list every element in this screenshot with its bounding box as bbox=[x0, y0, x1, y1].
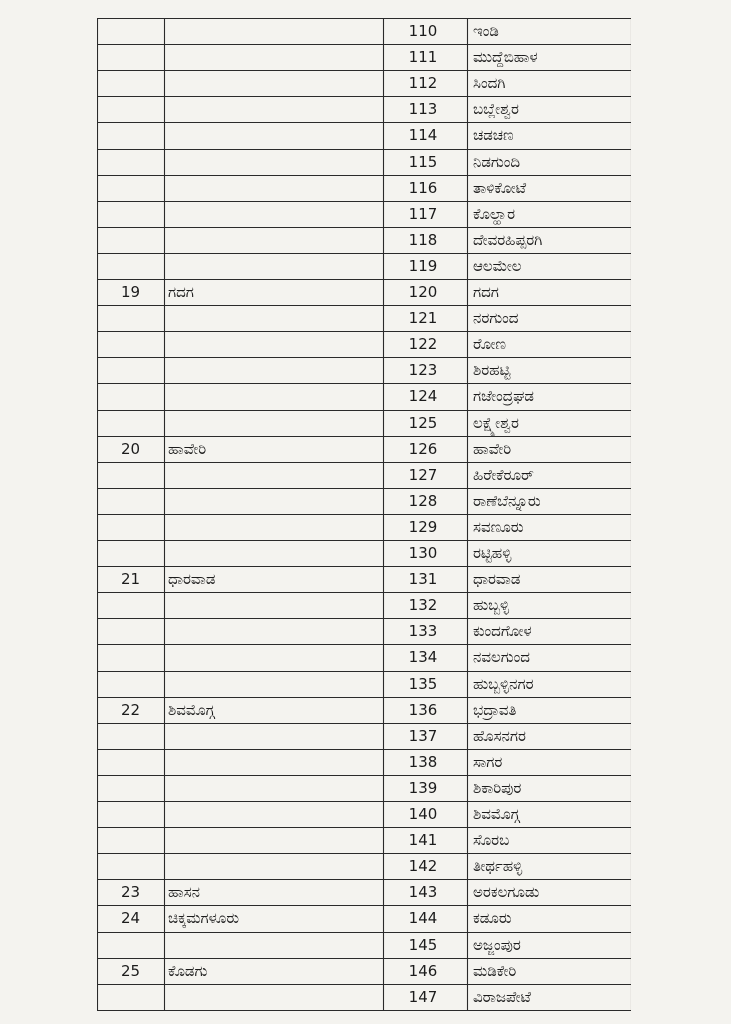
table-row bbox=[97, 410, 631, 436]
table-row bbox=[97, 96, 631, 122]
district-name-cell bbox=[168, 96, 378, 122]
taluk-name-cell: ರಟ್ಟಿಹಳ್ಳಿ bbox=[473, 544, 512, 562]
table-row bbox=[97, 644, 631, 670]
taluk-number-cell: 140 bbox=[408, 805, 438, 823]
taluk-name-cell: ದೇವರಹಿಪ್ಪರಗಿ bbox=[473, 230, 543, 249]
district-name-cell: ಹಾವೇರಿ bbox=[168, 439, 207, 458]
district-name-cell bbox=[168, 18, 378, 44]
taluk-number-cell: 143 bbox=[408, 883, 438, 902]
table-row bbox=[97, 331, 631, 357]
district-serial-cell bbox=[97, 827, 164, 853]
table-row bbox=[97, 305, 631, 331]
district-serial-cell bbox=[97, 775, 164, 801]
table-row bbox=[97, 201, 631, 227]
district-serial-cell bbox=[97, 592, 164, 618]
taluk-name-cell: ಲಕ್ಷ್ಮೇಶ್ವರ bbox=[473, 413, 519, 432]
taluk-number-cell: 135 bbox=[408, 674, 438, 693]
district-name-cell bbox=[168, 514, 378, 540]
taluk-number-cell: 127 bbox=[408, 465, 438, 484]
table-row bbox=[97, 697, 631, 723]
taluk-number-cell: 129 bbox=[408, 517, 438, 536]
district-serial-cell bbox=[97, 723, 164, 749]
taluk-name-cell: ಚಡಚಣ bbox=[473, 126, 514, 145]
district-name-cell bbox=[168, 410, 378, 436]
district-serial-cell bbox=[97, 540, 164, 566]
district-name-cell bbox=[168, 175, 378, 201]
taluk-name-cell: ಹೊಸನಗರ bbox=[473, 726, 526, 745]
taluk-number-cell: 120 bbox=[408, 283, 438, 301]
district-serial-cell bbox=[97, 331, 164, 357]
table-row bbox=[97, 566, 631, 592]
table-row bbox=[97, 879, 631, 905]
taluk-number-cell: 128 bbox=[408, 491, 438, 510]
district-name-cell bbox=[168, 723, 378, 749]
district-serial-cell bbox=[97, 488, 164, 514]
table-row bbox=[97, 671, 631, 697]
taluk-name-cell: ನರಗುಂದ bbox=[473, 309, 519, 328]
district-serial-cell bbox=[97, 801, 164, 827]
table-row bbox=[97, 775, 631, 801]
taluk-number-cell: 124 bbox=[408, 387, 438, 406]
table-row bbox=[97, 253, 631, 279]
district-name-cell bbox=[168, 201, 378, 227]
taluk-name-cell: ಸವಣೂರು bbox=[473, 517, 524, 536]
table-row bbox=[97, 932, 631, 958]
taluk-name-cell: ಭದ್ರಾವತಿ bbox=[473, 700, 517, 719]
district-name-cell bbox=[168, 253, 378, 279]
table-row bbox=[97, 905, 631, 931]
taluk-number-cell: 145 bbox=[408, 935, 438, 954]
district-name-cell bbox=[168, 488, 378, 514]
taluk-number-cell: 121 bbox=[408, 309, 438, 328]
table-row bbox=[97, 357, 631, 383]
taluk-name-cell: ಮಡಿಕೇರಿ bbox=[473, 961, 517, 980]
district-name-cell: ಚಿಕ್ಕಮಗಳೂರು bbox=[168, 909, 240, 928]
district-name-cell: ಶಿವಮೊಗ್ಗ bbox=[168, 700, 215, 719]
district-serial-cell bbox=[97, 18, 164, 44]
district-name-cell: ಧಾರವಾಡ bbox=[168, 570, 216, 589]
table-row bbox=[97, 723, 631, 749]
district-serial-cell bbox=[97, 253, 164, 279]
district-name-cell bbox=[168, 592, 378, 618]
table-row bbox=[97, 749, 631, 775]
taluk-number-cell: 139 bbox=[408, 778, 438, 797]
taluk-number-cell: 110 bbox=[408, 22, 438, 40]
taluk-number-cell: 122 bbox=[408, 335, 438, 354]
table-row bbox=[97, 488, 631, 514]
district-serial-cell bbox=[97, 122, 164, 148]
taluk-name-cell: ನಿಡಗುಂದಿ bbox=[473, 152, 521, 171]
district-name-cell bbox=[168, 70, 378, 96]
district-serial-cell: 20 bbox=[120, 439, 141, 458]
table-row bbox=[97, 279, 631, 305]
district-serial-cell: 19 bbox=[120, 283, 141, 301]
taluk-name-cell: ಹುಬ್ಬಳ್ಳಿ bbox=[473, 596, 510, 615]
district-serial-cell bbox=[97, 70, 164, 96]
district-serial-cell: 24 bbox=[120, 909, 141, 928]
table-row bbox=[97, 70, 631, 96]
district-name-cell bbox=[168, 618, 378, 644]
taluk-number-cell: 113 bbox=[408, 100, 438, 119]
district-serial-cell bbox=[97, 853, 164, 879]
district-name-cell: ಹಾಸನ bbox=[168, 883, 200, 902]
taluk-number-cell: 142 bbox=[408, 857, 438, 876]
taluk-name-cell: ಶಿಕಾರಿಪುರ bbox=[473, 778, 522, 797]
taluk-name-cell: ಅರಕಲಗೂಡು bbox=[473, 883, 540, 902]
taluk-name-cell: ಶಿವಮೊಗ್ಗ bbox=[473, 805, 520, 823]
taluk-number-cell: 131 bbox=[408, 570, 438, 589]
table-row bbox=[97, 958, 631, 984]
taluk-name-cell: ಹುಬ್ಬಳ್ಳಿನಗರ bbox=[473, 674, 534, 693]
taluk-number-cell: 132 bbox=[408, 596, 438, 615]
table-row bbox=[97, 853, 631, 879]
district-name-cell bbox=[168, 462, 378, 488]
taluk-number-cell: 133 bbox=[408, 622, 438, 641]
district-name-cell bbox=[168, 540, 378, 566]
district-name-cell bbox=[168, 357, 378, 383]
district-name-cell bbox=[168, 932, 378, 958]
table-row bbox=[97, 175, 631, 201]
taluk-name-cell: ಸಾಗರ bbox=[473, 752, 503, 771]
taluk-number-cell: 112 bbox=[408, 74, 438, 93]
district-serial-cell: 23 bbox=[120, 883, 141, 902]
district-serial-cell: 25 bbox=[120, 961, 141, 980]
table-row bbox=[97, 984, 631, 1010]
table-row bbox=[97, 514, 631, 540]
taluk-number-cell: 111 bbox=[408, 48, 438, 67]
district-serial-cell bbox=[97, 671, 164, 697]
taluk-number-cell: 144 bbox=[408, 909, 438, 928]
taluk-table bbox=[97, 18, 631, 1012]
taluk-number-cell: 126 bbox=[408, 439, 438, 458]
district-serial-cell bbox=[97, 749, 164, 775]
table-row bbox=[97, 149, 631, 175]
taluk-name-cell: ರೋಣ bbox=[473, 335, 507, 354]
district-name-cell bbox=[168, 305, 378, 331]
district-serial-cell bbox=[97, 514, 164, 540]
taluk-number-cell: 118 bbox=[408, 230, 438, 249]
taluk-name-cell: ವಿರಾಜಪೇಟೆ bbox=[473, 987, 531, 1006]
district-serial-cell bbox=[97, 175, 164, 201]
district-serial-cell bbox=[97, 227, 164, 253]
district-serial-cell bbox=[97, 644, 164, 670]
district-name-cell bbox=[168, 749, 378, 775]
taluk-name-cell: ಕುಂದಗೋಳ bbox=[473, 622, 532, 641]
taluk-number-cell: 146 bbox=[408, 961, 438, 980]
district-serial-cell bbox=[97, 383, 164, 409]
district-serial-cell bbox=[97, 44, 164, 70]
table-row bbox=[97, 540, 631, 566]
district-name-cell bbox=[168, 853, 378, 879]
district-serial-cell bbox=[97, 618, 164, 644]
taluk-name-cell: ಅಜ್ಜಂಪುರ bbox=[473, 935, 521, 954]
taluk-name-cell: ಆಲಮೇಲ bbox=[473, 256, 522, 275]
table-row bbox=[97, 618, 631, 644]
table-row bbox=[97, 18, 631, 44]
district-serial-cell bbox=[97, 305, 164, 331]
district-serial-cell bbox=[97, 96, 164, 122]
table-row bbox=[97, 592, 631, 618]
district-name-cell bbox=[168, 44, 378, 70]
district-serial-cell bbox=[97, 410, 164, 436]
taluk-number-cell: 123 bbox=[408, 361, 438, 380]
district-serial-cell bbox=[97, 357, 164, 383]
taluk-number-cell: 115 bbox=[408, 152, 438, 171]
table-row bbox=[97, 436, 631, 462]
taluk-name-cell: ರಾಣೆಬೆನ್ನೂರು bbox=[473, 491, 541, 510]
district-name-cell bbox=[168, 984, 378, 1010]
district-name-cell bbox=[168, 122, 378, 148]
district-name-cell bbox=[168, 801, 378, 827]
district-name-cell: ಕೊಡಗು bbox=[168, 961, 208, 980]
taluk-name-cell: ಕಡೂರು bbox=[473, 909, 512, 928]
table-row bbox=[97, 801, 631, 827]
district-serial-cell: 22 bbox=[120, 700, 141, 719]
taluk-number-cell: 137 bbox=[408, 726, 438, 745]
district-serial-cell bbox=[97, 932, 164, 958]
taluk-name-cell: ಸಿಂದಗಿ bbox=[473, 74, 506, 93]
taluk-number-cell: 136 bbox=[408, 700, 438, 719]
taluk-number-cell: 141 bbox=[408, 831, 438, 850]
table-row bbox=[97, 383, 631, 409]
taluk-number-cell: 147 bbox=[408, 987, 438, 1006]
district-serial-cell bbox=[97, 149, 164, 175]
district-serial-cell bbox=[97, 462, 164, 488]
taluk-name-cell: ಕೊಲ್ಹಾರ bbox=[473, 204, 516, 223]
taluk-name-cell: ತೀರ್ಥಹಳ್ಳಿ bbox=[473, 857, 523, 876]
district-serial-cell bbox=[97, 984, 164, 1010]
district-name-cell bbox=[168, 827, 378, 853]
taluk-number-cell: 119 bbox=[408, 256, 438, 275]
taluk-name-cell: ತಾಳಿಕೋಟೆ bbox=[473, 178, 527, 197]
taluk-name-cell: ಶಿರಹಟ್ಟಿ bbox=[473, 361, 511, 380]
district-name-cell bbox=[168, 149, 378, 175]
taluk-number-cell: 134 bbox=[408, 648, 438, 667]
district-name-cell bbox=[168, 644, 378, 670]
table-row bbox=[97, 227, 631, 253]
taluk-name-cell: ಧಾರವಾಡ bbox=[473, 570, 521, 589]
taluk-name-cell: ಹಿರೇಕೆರೂರ್ bbox=[473, 465, 534, 484]
taluk-name-cell: ಗಜೇಂದ್ರಘಡ bbox=[473, 387, 534, 406]
district-name-cell bbox=[168, 671, 378, 697]
taluk-number-cell: 117 bbox=[408, 204, 438, 223]
table-row bbox=[97, 827, 631, 853]
district-name-cell: ಗದಗ bbox=[168, 283, 194, 301]
taluk-name-cell: ಸೊರಬ bbox=[473, 831, 510, 850]
district-name-cell bbox=[168, 331, 378, 357]
district-name-cell bbox=[168, 775, 378, 801]
table-row bbox=[97, 122, 631, 148]
table-row bbox=[97, 462, 631, 488]
district-serial-cell: 21 bbox=[120, 570, 141, 589]
district-serial-cell bbox=[97, 201, 164, 227]
taluk-number-cell: 138 bbox=[408, 752, 438, 771]
taluk-name-cell: ನವಲಗುಂದ bbox=[473, 648, 530, 667]
district-name-cell bbox=[168, 383, 378, 409]
taluk-name-cell: ಬಬ್ಲೇಶ್ವರ bbox=[473, 100, 519, 119]
taluk-number-cell: 125 bbox=[408, 413, 438, 432]
taluk-number-cell: 114 bbox=[408, 126, 438, 145]
taluk-name-cell: ಇಂಡಿ bbox=[473, 22, 499, 40]
taluk-number-cell: 130 bbox=[408, 544, 438, 562]
table-row bbox=[97, 44, 631, 70]
taluk-name-cell: ಹಾವೇರಿ bbox=[473, 439, 512, 458]
taluk-number-cell: 116 bbox=[408, 178, 438, 197]
district-name-cell bbox=[168, 227, 378, 253]
taluk-name-cell: ಮುದ್ದೆಬಿಹಾಳ bbox=[473, 48, 538, 67]
taluk-name-cell: ಗದಗ bbox=[473, 283, 499, 301]
